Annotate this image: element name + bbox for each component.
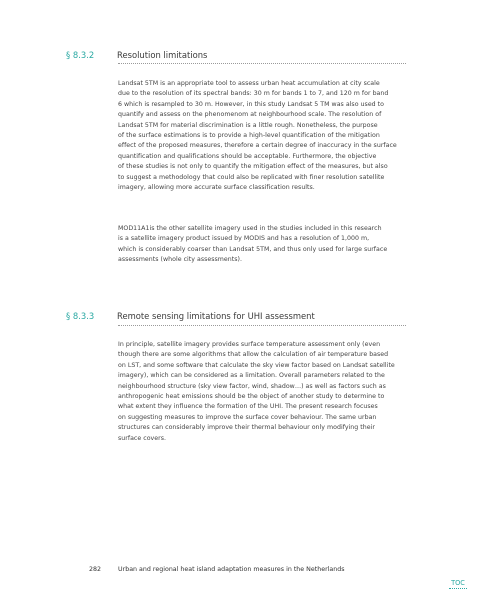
text-line: is a satellite imagery product issued by MODIS and has a resolution of 1,000 m, [118, 235, 370, 243]
section-number: § 8.3.3 [66, 311, 95, 321]
text-line: imagery, allowing more accurate surface classification results. [118, 184, 315, 192]
running-footer-title: Urban and regional heat island adaptation measures in the Netherlands [118, 566, 345, 573]
text-line: on LST, and some software that calculate the sky view factor based on Landsat satellite [118, 361, 395, 369]
text-line: of these studies is not only to quantify the mitigation effect of the measures, but also [118, 163, 388, 171]
text-line: structures can considerably improve their thermal behaviour only modifying their [118, 424, 375, 432]
text-line: to suggest a methodology that could also be replicated with finer resolution satellite [118, 173, 385, 181]
text-line: effect of the proposed measures, therefore a certain degree of inaccuracy in the surface [118, 142, 397, 150]
text-line: Landsat 5TM for material discrimination is a little rough. Nonetheless, the purpose [118, 121, 378, 129]
paragraph [118, 224, 412, 266]
text-line: imagery), which can be considered as a limitation. Overall parameters related to the [118, 372, 385, 380]
toc-link[interactable] [449, 579, 467, 591]
text-line: on suggesting measures to improve the surface cover behaviour. The same urban [118, 413, 377, 421]
text-line: though there are some algorithms that allow the calculation of air temperature based [118, 351, 389, 359]
text-line: Landsat 5TM is an appropriate tool to assess urban heat accumulation at city scale [118, 80, 380, 87]
text-line: of the surface estimations is to provide a high-level quantification of the mitigation [118, 132, 380, 140]
text-line: quantification and qualifications should be acceptable. Furthermore, the objective [118, 152, 377, 160]
text-line: which is considerably coarser than Landsat 5TM, and thus only used for large surface [118, 245, 388, 253]
page-number: 282 [89, 566, 102, 573]
text-line: assessments (whole city assessments). [118, 256, 242, 264]
text-line: MOD11A1is the other satellite imagery used in the studies included in this research [118, 225, 382, 232]
text-line: anthropogenic heat emissions should be the object of another study to determine to [118, 393, 385, 401]
text-line: In principle, satellite imagery provides surface temperature assessment only (even [118, 341, 381, 348]
section-divider [118, 325, 406, 326]
section-title: Resolution limitations [117, 50, 208, 60]
text-line: quantify and assess on the phenomenom at neighbourhood scale. The resolution of [118, 111, 382, 119]
paragraph [118, 340, 412, 444]
text-line: 6 which is resampled to 30 m. However, in this study Landsat 5 TM was also used to [118, 100, 384, 108]
section-divider [118, 63, 406, 64]
text-line: what extent they influence the formation of the UHI. The present research focuses [118, 403, 378, 411]
section-title: Remote sensing limitations for UHI assessment [117, 311, 315, 321]
toc-label: TOC [451, 579, 465, 587]
toc-underline [449, 588, 467, 589]
text-line: surface covers. [118, 434, 167, 442]
section-number: § 8.3.2 [66, 50, 95, 60]
section-heading-8-3-3 [66, 310, 406, 324]
paragraph [118, 79, 412, 193]
text-line: neighbourhood structure (sky view factor, wind, shadow…) as well as factors such as [118, 382, 386, 390]
section-heading-8-3-2 [66, 49, 406, 63]
text-line: due to the resolution of its spectral bands: 30 m for bands 1 to 7, and 120 m for band [118, 90, 389, 98]
